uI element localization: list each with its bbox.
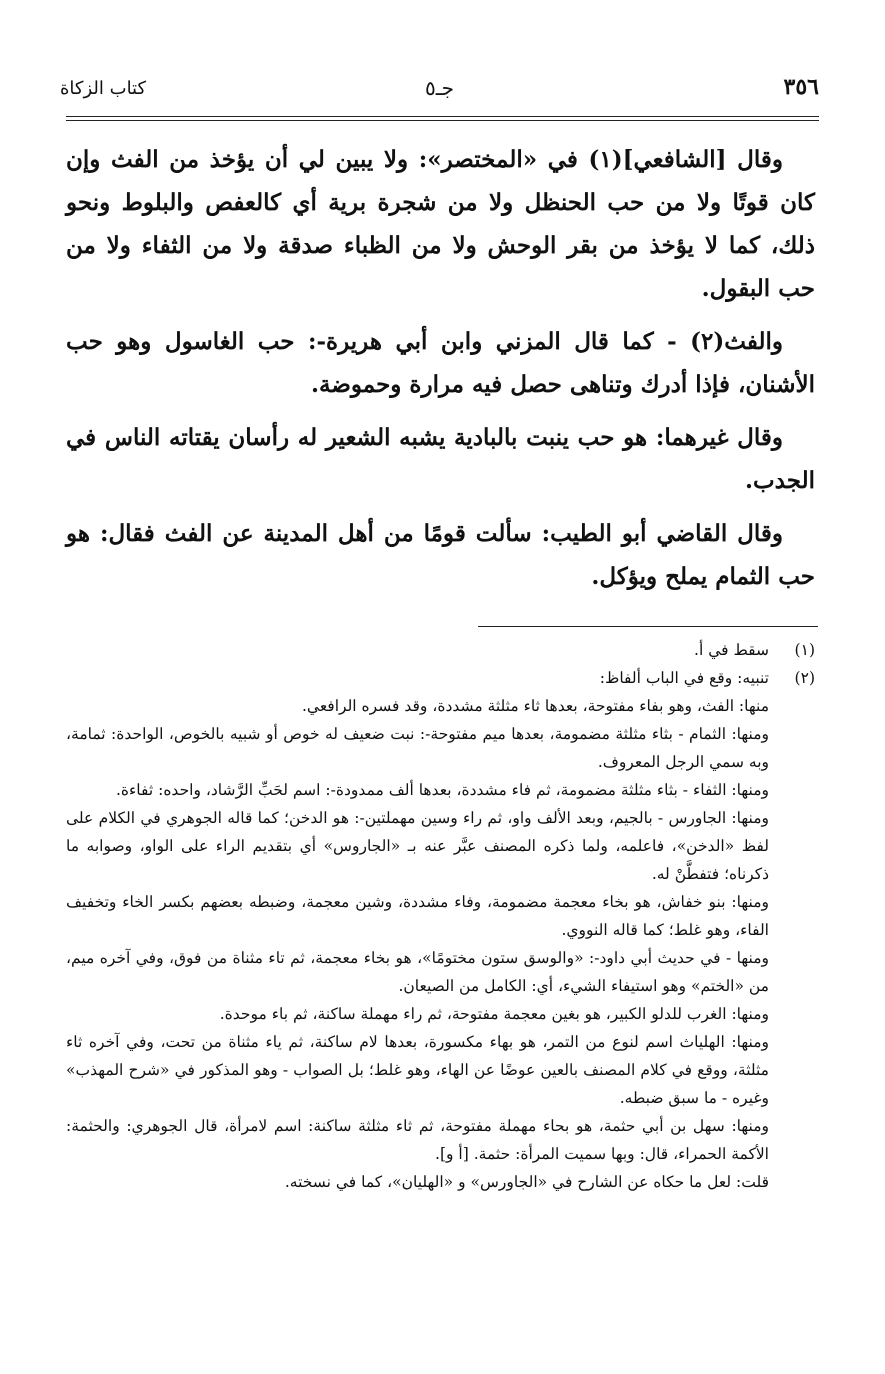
footnote-entry: ومنها: الهلياث اسم لنوع من التمر، هو بهاء مكسورة، بعدها لام ساكنة، ثم ياء مثناة من تحت، وفي آخره ثاء مثلثة، ووقع في كلام المصنف بالعين عوضًا عن الهاء، وهو غلط؛ بل الصواب - وهو المذكور في «شرح المهذب» وغيره - ما سبق ضبطه. (66, 1033, 769, 1107)
footnote-entry: ومنها: الثفاء - بثاء مثلثة مضمومة، ثم فاء مشددة، بعدها ألف ممدودة-: اسم لحَبِّ الرَّشاد، واحده: ثفاءة. (115, 781, 769, 799)
footnote-entry: قلت: لعل ما حكاه عن الشارح في «الجاورس» و «الهليان»، كما في نسخته. (284, 1173, 769, 1191)
footnote-entry: ومنها - في حديث أبي داود-: «والوسق ستون مختومًا»، هو بخاء معجمة، ثم تاء مثناة من فوق، وفي آخره ميم، من «الختم» وهو استيفاء الشيء، أي: الكامل من الصيعان. (66, 949, 769, 995)
paragraph: والفث(٢) - كما قال المزني وابن أبي هريرة-: حب الغاسول وهو حب الأشنان، فإذا أدرك وتناهى حصل فيه مرارة وحموضة. (66, 328, 815, 398)
paragraph: وقال [الشافعي](١) في «المختصر»: ولا يبين لي أن يؤخذ من الفث وإن كان قوتًا ولا من حب الحنظل ولا من شجرة برية أي كالعفص والبلوط ونحو ذلك، كما لا يؤخذ من بقر الوحش ولا من الظباء صدقة ولا من الثفاء ولا من حب البقول. (66, 146, 815, 302)
header-rule (66, 116, 819, 117)
footnote-entry: ومنها: الجاورس - بالجيم، وبعد الألف واو، ثم راء وسين مهملتين-: هو الدخن؛ كما قاله الجوهري في الكلام على لفظ «الدخن»، فاعلمه، ولما ذكره المصنف عبَّر عنه بـ «الجاروس» أي بتقديم الراء على الواو، وصوابه ما ذكرناه؛ فتفطَّنْ له. (66, 809, 769, 883)
footnote-entry: منها: الفث، وهو بفاء مفتوحة، بعدها ثاء مثلثة مشددة، وقد فسره الرافعي. (301, 697, 769, 715)
footnote-text: تنبيه: وقع في الباب ألفاظ: (599, 669, 769, 687)
footnote-1 (66, 636, 815, 664)
footnote-entry: ومنها: سهل بن أبي حثمة، هو بحاء مهملة مفتوحة، ثم ثاء مثلثة ساكنة: اسم لامرأة، قال الجوهري: والحثمة: الأكمة الحمراء، قال: وبها سميت المرأة: حثمة. [أ و]. (66, 1117, 769, 1163)
footnote-separator (478, 626, 818, 627)
footnote-entry: ومنها: الثمام - بثاء مثلثة مضمومة، بعدها ميم مفتوحة-: نبت ضعيف له خوص أو شبيه بالخوص، الواحدة: ثمامة، وبه سمي الرجل المعروف. (66, 725, 769, 771)
volume-label: جـ٥ (425, 76, 454, 100)
main-text (66, 138, 815, 608)
footnote-entry: ومنها: الغرب للدلو الكبير، هو بغين معجمة مفتوحة، ثم راء مهملة ساكنة، ثم باء موحدة. (219, 1005, 769, 1023)
book-title: كتاب الزكاة (60, 78, 147, 99)
page-header (60, 70, 819, 112)
footnotes (66, 636, 815, 1196)
footnote-number: (١) (794, 641, 815, 659)
header-rule-double (66, 120, 819, 121)
paragraph: وقال غيرهما: هو حب ينبت بالبادية يشبه الشعير له رأسان يقتاته الناس في الجدب. (66, 424, 815, 494)
footnote-text: سقط في أ. (694, 641, 769, 659)
paragraph: وقال القاضي أبو الطيب: سألت قومًا من أهل المدينة عن الفث فقال: هو حب الثمام يملح ويؤكل. (66, 520, 815, 590)
footnote-entry: ومنها: بنو خفاش، هو بخاء معجمة مضمومة، وفاء مشددة، وشين معجمة، وضبطه بعضهم بكسر الخاء وتخفيف الفاء، وهو غلط؛ كما قاله النووي. (66, 893, 769, 939)
page-number: ٣٥٦ (783, 74, 819, 100)
footnote-2 (66, 664, 815, 692)
footnote-number: (٢) (794, 669, 815, 687)
